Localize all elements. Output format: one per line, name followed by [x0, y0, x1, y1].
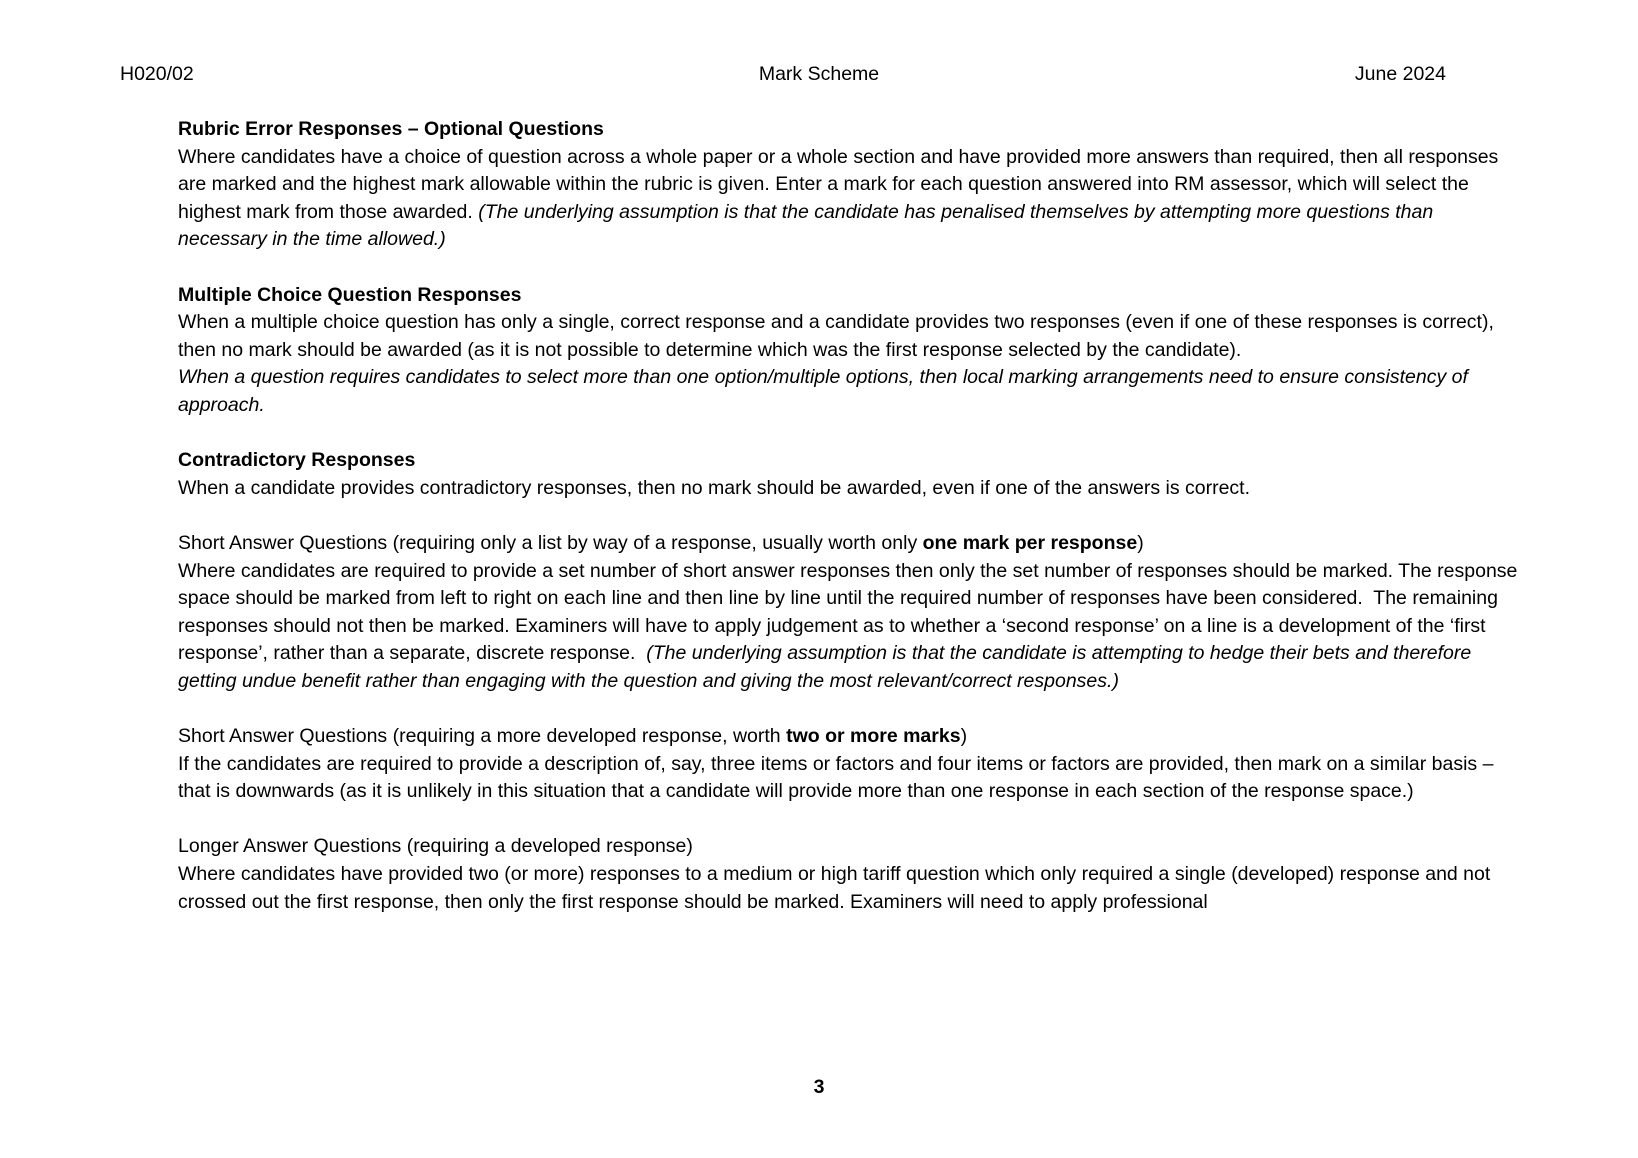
paragraph-italic-note: When a question requires candidates to select more than one option/multiple options, then local marking arrangements need to ensure consistency of approach.: [178, 366, 1474, 416]
paragraph-text: Where candidates have a choice of question across a whole paper or a whole section and have provided more answers than required, then all responses are marked and the highest mark allowable within the rubric is given. Enter a mark for each question answered into RM assessor, which will select the highest mark from those awarded.: [178, 145, 1504, 223]
section-title-line: Longer Answer Questions (requiring a developed response): [178, 835, 693, 858]
section-heading: Rubric Error Responses – Optional Questions: [178, 118, 604, 140]
section-paragraph: [178, 475, 1520, 503]
paragraph-italic-note: (The underlying assumption is that the candidate is attempting to hedge their bets and therefore getting undue benefit rather than engaging with the question and giving the most relevant/correct responses.): [178, 642, 1477, 692]
title-text: Short Answer Questions (requiring a more developed response, worth: [178, 725, 787, 748]
paragraph-text: If the candidates are required to provide a description of, say, three items or factors and four items or factors are provided, then mark on a similar basis – that is downwards (as it is unlikely in this situation that a candidate will provide more than one response in each section of the response space.): [178, 752, 1499, 803]
section-short-answer-list: [178, 530, 1523, 696]
section-rubric-error-responses: [178, 116, 1520, 254]
section-paragraph: [178, 751, 1520, 806]
section-paragraph: [178, 309, 1520, 419]
section-short-answer-developed: [178, 723, 1520, 806]
paragraph-italic-note: (The underlying assumption is that the candidate has penalised themselves by attempting more questions than necessary in the time allowed.): [178, 200, 1439, 251]
paragraph-text: Where candidates are required to provide a set number of short answer responses then only the set number of responses should be marked. The response space should be marked from left to right on each line and then line by line until the required number of responses have been considered. The remaining responses should not then be marked. Examiners will have to apply judgement as to whether a ‘second response’ on a line is a development of the ‘first response’, rather than a separate, discrete response.: [178, 559, 1523, 665]
section-paragraph: [178, 558, 1523, 696]
page-footer: [0, 1076, 1638, 1099]
document-body: [178, 116, 1523, 944]
page-number: 3: [813, 1076, 825, 1098]
header-title: Mark Scheme: [758, 63, 880, 85]
title-text: Short Answer Questions (requiring only a list by way of a response, usually worth only: [178, 531, 923, 554]
section-longer-answer: [178, 833, 1520, 916]
paragraph-text: When a candidate provides contradictory responses, then no mark should be awarded, even if one of the answers is correct.: [178, 476, 1251, 499]
paragraph-text: Where candidates have provided two (or more) responses to a medium or high tariff question which only required a single (developed) response and not crossed out the first response, then only the first response should be marked. Examiners will need to apply professional: [178, 863, 1496, 913]
header-doc-code: H020/02: [120, 63, 194, 85]
title-bold-text: one mark per response: [922, 531, 1138, 554]
section-heading: Contradictory Responses: [178, 449, 416, 472]
section-paragraph: [178, 144, 1520, 254]
header-date: June 2024: [1354, 63, 1446, 85]
section-contradictory-responses: [178, 447, 1520, 502]
title-text-close: ): [960, 725, 968, 748]
section-heading: Multiple Choice Question Responses: [178, 283, 522, 306]
title-bold-text: two or more marks: [786, 725, 961, 748]
section-title-line: [178, 723, 1520, 751]
page-header: [0, 63, 1638, 91]
section-paragraph: [178, 861, 1520, 916]
section-multiple-choice-responses: [178, 282, 1520, 420]
section-title-line: [178, 530, 1520, 558]
title-text-close: ): [1137, 531, 1144, 554]
paragraph-text: When a multiple choice question has only a single, correct response and a candidate provides two responses (even if one of these responses is correct), then no mark should be awarded (as it is not possible to determine which was the first response selected by the candidate).: [178, 311, 1500, 361]
